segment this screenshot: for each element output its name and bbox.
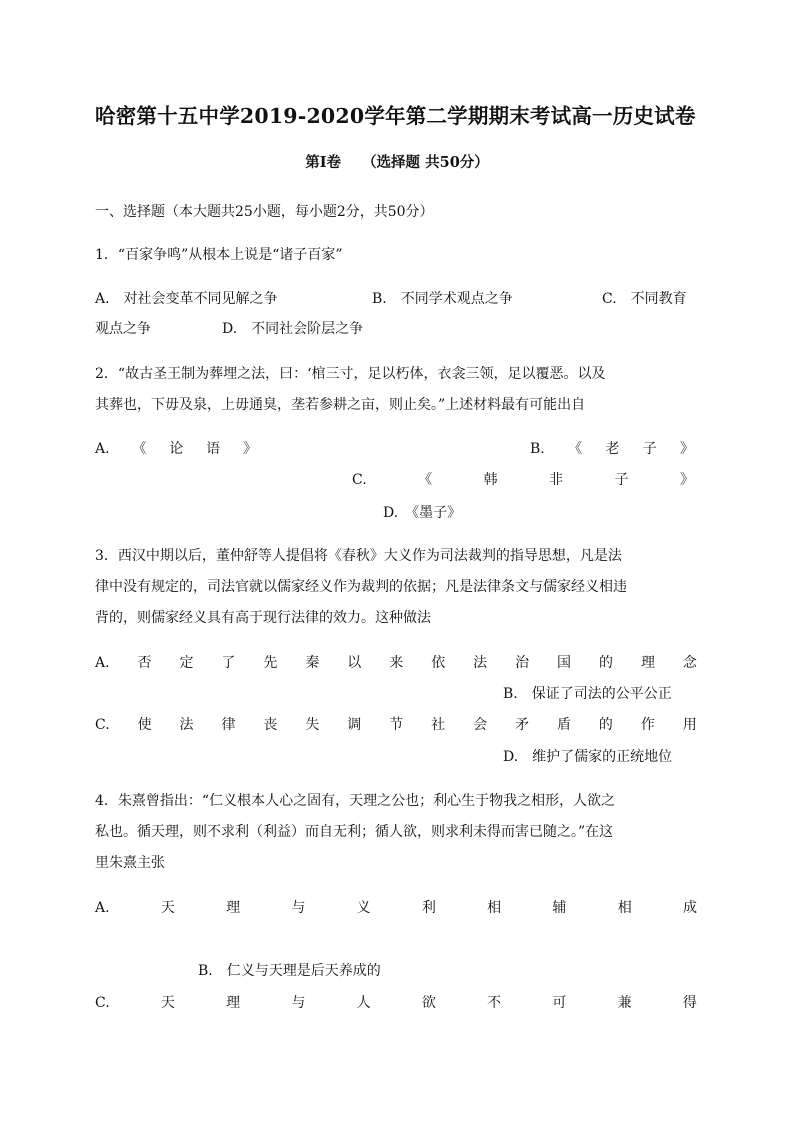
q2-stem-line-2: 其葬也，下毋及泉，上毋通臭，垄若参耕之亩，则止矣。”上述材料最有可能出自 [95, 397, 586, 413]
option-char: 可 [552, 995, 567, 1011]
option-char: 来 [389, 655, 404, 671]
q1-option-d: D. 不同社会阶层之争 [222, 321, 364, 337]
option-char: 依 [431, 655, 446, 671]
option-char: 的 [598, 717, 613, 733]
option-char: 矛 [515, 717, 530, 733]
option-char: 使 [137, 717, 152, 733]
option-char: 论 [169, 441, 184, 457]
option-char: 先 [263, 655, 278, 671]
option-char: 理 [226, 995, 241, 1011]
option-char: 语 [206, 441, 221, 457]
q4-option-a [95, 898, 697, 918]
option-letter: A. [95, 655, 110, 671]
option-char: 《 [418, 472, 433, 488]
option-char: 了 [221, 655, 236, 671]
option-char: 否 [137, 655, 152, 671]
option-char: 人 [356, 995, 371, 1011]
option-char: 定 [179, 655, 194, 671]
option-char: 天 [160, 900, 175, 916]
option-char: 念 [682, 655, 697, 671]
q3-option-d: D. 维护了儒家的正统地位 [503, 749, 673, 765]
option-char: 的 [599, 655, 613, 671]
option-char: 韩 [483, 472, 498, 488]
option-char: 子 [614, 472, 629, 488]
option-letter: C. [95, 717, 110, 733]
option-char: 》 [680, 441, 694, 457]
option-char: 《 [132, 441, 147, 457]
option-letter: C. [95, 995, 110, 1011]
q4-option-b: B. 仁义与天理是后天养成的 [198, 963, 381, 979]
option-char: 调 [347, 717, 362, 733]
q1-option-c: C. 不同教育 [602, 291, 687, 307]
option-char: 子 [642, 441, 657, 457]
option-char: 盾 [556, 717, 571, 733]
option-char: 《 [568, 441, 583, 457]
q2-option-a [95, 439, 257, 459]
option-char: 欲 [421, 995, 436, 1011]
page-title: 哈密第十五中学2019-2020学年第二学期期末考试高一历史试卷 [95, 104, 696, 128]
option-char: 与 [291, 900, 306, 916]
option-char: 社 [431, 717, 446, 733]
q4-stem-line-3: 里朱熹主张 [95, 855, 165, 871]
option-letter: A. [95, 441, 110, 457]
q1-stem: 1．“百家争鸣”从根本上说是“诸子百家” [95, 247, 343, 263]
q4-stem-line-1: 4．朱熹曾指出：“仁义根本人心之固有，天理之公也；利心生于物我之相形，人欲之 [95, 793, 616, 809]
q1-option-c-continued: 观点之争 [95, 321, 151, 337]
option-char: 成 [682, 900, 697, 916]
option-char: 法 [179, 717, 194, 733]
option-char: 非 [549, 472, 564, 488]
option-letter: B. [530, 441, 545, 457]
option-char: 作 [640, 717, 655, 733]
option-char: 不 [487, 995, 502, 1011]
option-letter: A. [95, 900, 110, 916]
q3-option-a [95, 653, 697, 673]
section-heading: 一、选择题（本大题共25小题，每小题2分，共50分） [95, 204, 434, 220]
q4-stem-line-2: 私也。循天理，则不求利（利益）而自无利；循人欲，则求利未得而害已随之。”在这 [95, 824, 614, 840]
q2-stem-line-1: 2．“故古圣王制为葬埋之法，曰：‘棺三寸，足以朽体，衣衾三领，足以覆恶。以及 [95, 366, 606, 382]
q2-option-d: D. 《墨子》 [383, 505, 462, 521]
q3-option-c [95, 715, 697, 735]
option-char: 兼 [617, 995, 632, 1011]
q4-option-c [95, 993, 697, 1013]
option-char: 节 [389, 717, 404, 733]
option-char: 》 [679, 472, 694, 488]
q1-option-a: A. 对社会变革不同见解之争 [95, 291, 278, 307]
option-char: 辅 [552, 900, 567, 916]
option-char: 得 [682, 995, 697, 1011]
option-char: 》 [243, 441, 257, 457]
option-char: 失 [305, 717, 320, 733]
option-char: 丧 [263, 717, 278, 733]
option-char: 老 [605, 441, 620, 457]
part-label: 第Ⅰ卷 [305, 154, 341, 171]
option-char: 法 [473, 655, 488, 671]
option-char: 律 [221, 717, 236, 733]
option-char: 国 [557, 655, 572, 671]
q1-option-b: B. 不同学术观点之争 [372, 291, 513, 307]
option-char: 以 [347, 655, 362, 671]
q3-stem-line-2: 律中没有规定的，司法官就以儒家经义作为裁判的依据；凡是法律条文与儒家经义相违 [95, 579, 627, 595]
option-char: 用 [682, 717, 697, 733]
option-char: 治 [515, 655, 530, 671]
option-char: 利 [421, 900, 436, 916]
option-char: 理 [226, 900, 241, 916]
q3-stem-line-3: 背的，则儒家经义具有高于现行法律的效力。这种做法 [95, 610, 431, 626]
option-char: 秦 [305, 655, 320, 671]
q2-option-b [530, 439, 694, 459]
option-char: 相 [487, 900, 502, 916]
option-letter: C. [352, 472, 367, 488]
q2-option-c [352, 470, 694, 490]
q3-stem-line-1: 3．西汉中期以后，董仲舒等人提倡将《春秋》大义作为司法裁判的指导思想，凡是法 [95, 548, 622, 564]
q3-option-b: B. 保证了司法的公平公正 [503, 686, 672, 702]
option-char: 天 [160, 995, 175, 1011]
option-char: 会 [473, 717, 488, 733]
option-char: 义 [356, 900, 371, 916]
part-description: （选择题 共50分） [362, 154, 489, 171]
option-char: 与 [291, 995, 306, 1011]
option-char: 理 [640, 655, 655, 671]
part-heading [0, 153, 794, 173]
option-char: 相 [617, 900, 632, 916]
